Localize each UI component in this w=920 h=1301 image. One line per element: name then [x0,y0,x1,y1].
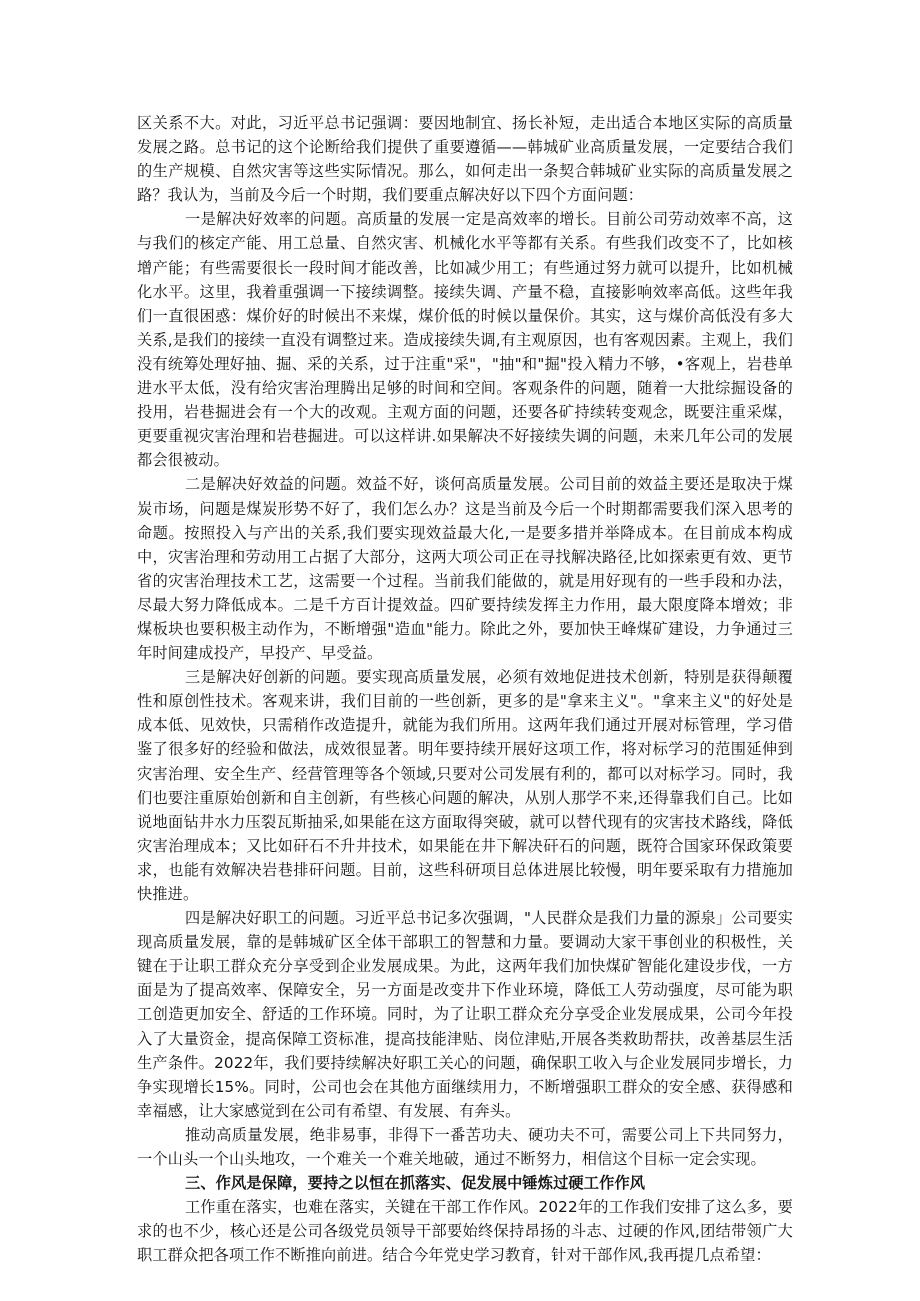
paragraph-intro: 区关系不大。对此，习近平总书记强调：要因地制宜、扬长补短，走出适合本地区实际的高质量发展之路。总书记的这个论断给我们提供了重要遵循——韩城矿业高质量发展，一定要结合我们的生产规模、自然灾害等这些实际情况。那么，如何走出一条契合韩城矿业实际的高质量发展之路？我认为，当前及今后一个时期，我们要重点解决好以下四个方面问题： [137,114,793,205]
section-heading: 三、作风是保障，要持之以恒在抓落实、促发展中锤炼过硬工作作风 [185,1174,646,1193]
paragraph-efficiency: 一是解决好效率的问题。高质量的发展一定是高效率的增长。目前公司劳动效率不高，这与我们的核定产能、用工总量、自然灾害、机械化水平等都有关系。有些我们改变不了，比如核增产能；有些需要很长一段时间才能改善，比如减少用工；有些通过努力就可以提升，比如机械化水平。这里，我着重强调一下接续调整。接续失调、产量不稳，直接影响效率高低。这些年我们一直很困惑：煤价好的时候出不来煤，煤价低的时候以量保价。其实，这与煤价高低没有多大关系,是我们的接续一直没有调整过来。造成接续失调,有主观原因，也有客观因素。主观上，我们没有统筹处理好抽、掘、采的关系，过于注重"采"，"抽"和"掘"投入精力不够，•客观上，岩巷单进水平太低，没有给灾害治理腾出足够的时间和空间。客观条件的问题，随着一大批综掘设备的投用，岩巷掘进会有一个大的改观。主观方面的问题，还要各矿持续转变观念，既要注重采煤，更要重视灾害治理和岩巷掘进。可以这样讲.如果解决不好接续失调的问题，未来几年公司的发展都会很被动。 [137,210,793,470]
paragraph-closing: 工作重在落实，也难在落实，关键在干部工作作风。2022年的工作我们安排了这么多，要求的也不少，核心还是公司各级党员领导干部要始终保持昂扬的斗志、过硬的作风,团结带领广大职工群众把各项工作不断推向前进。结合今年党史学习教育，针对干部作风,我再提几点希望： [137,1198,793,1265]
paragraph-summary: 推动高质量发展，绝非易事，非得下一番苦功夫、硬功夫不可，需要公司上下共同努力，一个山头一个山头地攻，一个难关一个难关地破，通过不断努力，相信这个目标一定会实现。 [137,1125,793,1169]
paragraph-innovation: 三是解决好创新的问题。要实现高质量发展，必须有效地促进技术创新，特别是获得颠覆性和原创性技术。客观来讲，我们目前的一些创新，更多的是"拿来主义"。"拿来主义"的好处是成本低、见效快，只需稍作改造提升，就能为我们所用。这两年我们通过开展对标管理，学习借鉴了很多好的经验和做法，成效很显著。明年要持续开展好这项工作，将对标学习的范围延伸到灾害治理、安全生产、经营管理等各个领域,只要对公司发展有利的，都可以对标学习。同时，我们也要注重原始创新和自主创新，有些核心问题的解决，从别人那学不来,还得靠我们自己。比如说地面钻井水力压裂瓦斯抽采,如果能在这方面取得突破，就可以替代现有的灾害技术路线，降低灾害治理成本；又比如矸石不升井技术，如果能在井下解决矸石的问题，既符合国家环保政策要求，也能有效解决岩巷排矸问题。目前，这些科研项目总体进展比较慢，明年要采取有力措施加快推进。 [137,668,793,903]
paragraph-benefit: 二是解决好效益的问题。效益不好，谈何高质量发展。公司目前的效益主要还是取决于煤炭市场，问题是煤炭形势不好了，我们怎么办？这是当前及今后一个时期都需要我们深入思考的命题。按照投入与产出的关系,我们要实现效益最大化,一是要多措并举降成本。在目前成本构成中，灾害治理和劳动用工占据了大部分，这两大项公司正在寻找解决路径,比如探索更有效、更节省的灾害治理技术工艺，这需要一个过程。当前我们能做的，就是用好现有的一些手段和办法，尽最大努力降低成本。二是千方百计提效益。四矿要持续发挥主力作用，最大限度降本增效；非煤板块也要积极主动作为，不断增强"造血"能力。除此之外，要加快王峰煤矿建设，力争通过三年时间建成投产，早投产、早受益。 [137,475,793,663]
paragraph-workers: 四是解决好职工的问题。习近平总书记多次强调，"人民群众是我们力量的源泉」公司要实现高质量发展，靠的是韩城矿区全体干部职工的智慧和力量。要调动大家干事创业的积极性，关键在于让职工群众充分享受到企业发展成果。为此，这两年我们加快煤矿智能化建设步伐，一方面是为了提高效率、保障安全，另一方面是改变井下作业环境，降低工人劳动强度，尽可能为职工创造更加安全、舒适的工作环境。同时，为了让职工群众充分享受企业发展成果，公司今年投入了大量资金，提高保障工资标准，提高技能津贴、岗位津贴,开展各类救助帮扶，改善基层生活生产条件。2022年，我们要持续解决好职工关心的问题，确保职工收入与企业发展同步增长，力争实现增长15%。同时，公司也会在其他方面继续用力，不断增强职工群众的安全感、获得感和幸福感，让大家感觉到在公司有希望、有发展、有奔头。 [137,909,793,1120]
document-page [137,111,793,1268]
